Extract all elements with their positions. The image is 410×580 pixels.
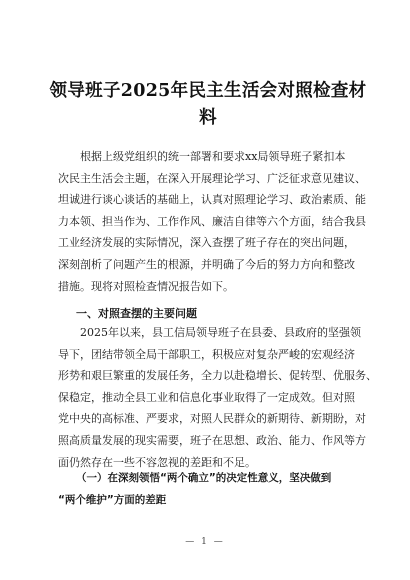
- subsection-heading-line: （一）在深刻领悟“两个确立”的决定性意义，坚决做到: [76, 472, 332, 484]
- section-1-paragraph: [58, 322, 377, 473]
- title-line: 领导班子2025年民主生活会对照检查材: [49, 81, 367, 101]
- paragraph-line: 深刻剖析了问题产生的根源，并明确了今后的努力方向和整改: [58, 257, 355, 271]
- paragraph-line: 2025年以来，县工信局领导班子在县委、县政府的坚强领: [80, 326, 361, 339]
- paragraph-line: 照高质量发展的现实需要，班子在思想、政治、能力、作风等方: [58, 433, 366, 447]
- document-title: [48, 78, 368, 132]
- subsection-heading: [58, 468, 358, 511]
- paragraph-line: 面仍然存在一些不容忽视的差距和不足。: [58, 455, 256, 469]
- page-number: — 1 —: [185, 537, 225, 547]
- paragraph-line: 措施。现将对照检查情况报告如下。: [58, 279, 234, 293]
- intro-paragraph: [58, 146, 366, 297]
- paragraph-line: 工业经济发展的实际情况，深入查摆了班子存在的突出问题，: [58, 236, 355, 250]
- section-heading: 一、对照查摆的主要问题: [76, 307, 197, 320]
- title-line: 料: [199, 108, 217, 128]
- paragraph-line: 形势和艰巨繁重的发展任务，全力以赴稳增长、促转型、优服务、: [58, 369, 377, 383]
- paragraph-line: 保稳定，推动全县工业和信息化事业取得了一定成效。但对照: [58, 390, 355, 404]
- paragraph-line: 力本领、担当作为、工作作风、廉洁自律等六个方面，结合我县: [58, 214, 366, 228]
- paragraph-line: 导下，团结带领全局干部职工，积极应对复杂严峻的宏观经济: [58, 347, 355, 361]
- paragraph-line: 次民主生活会主题，在深入开展理论学习、广泛征求意见建议、: [58, 171, 366, 185]
- paragraph-line: 坦诚进行谈心谈话的基础上，认真对照理论学习、政治素质、能: [58, 193, 366, 207]
- paragraph-line: 根据上级党组织的统一部署和要求xx局领导班子紧扣本: [80, 150, 346, 163]
- paragraph-line: 党中央的高标准、严要求，对照人民群众的新期待、新期盼，对: [58, 412, 366, 426]
- subsection-heading-line: “两个维护”方面的差距: [58, 493, 167, 506]
